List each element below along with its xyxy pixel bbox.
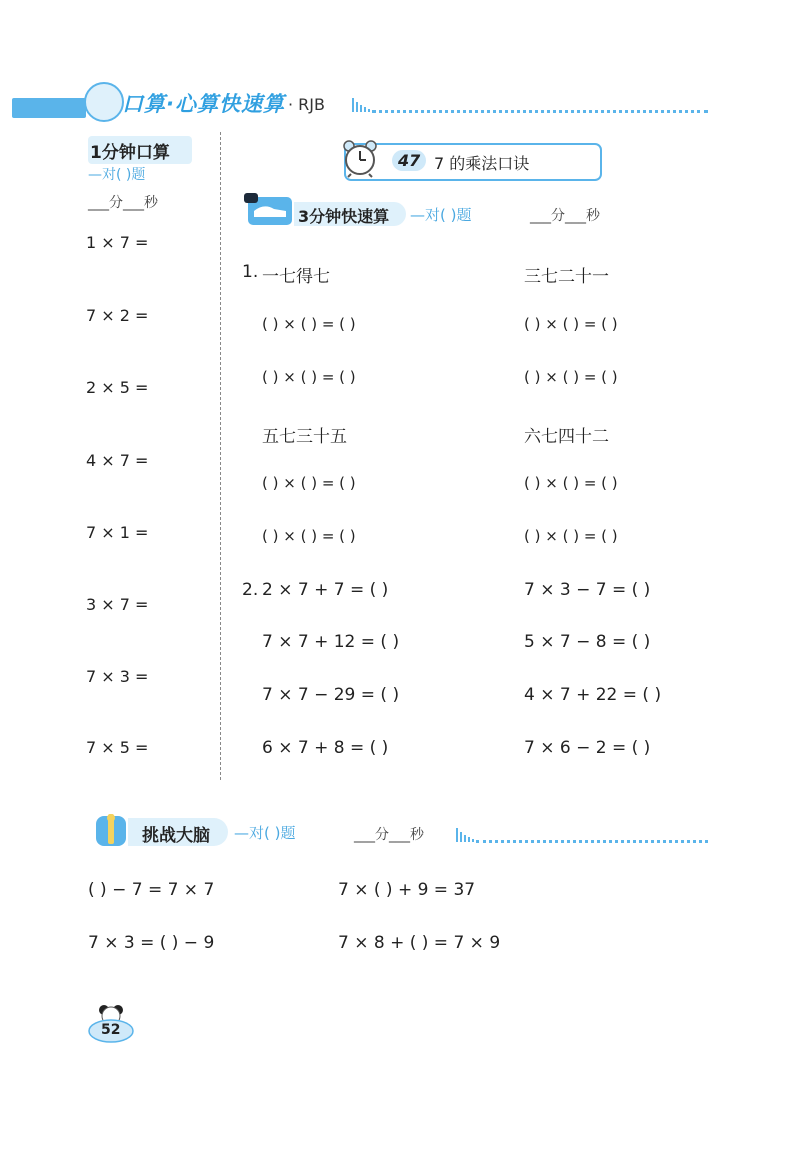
challenge-title: 挑战大脑 [142,826,210,846]
oral-question: 7 × 5 = [86,738,149,757]
blank-equation[interactable]: ( ) × ( ) = ( ) [524,527,618,545]
arithmetic-question[interactable]: 2 × 7 + 7 = ( ) [262,580,389,600]
arithmetic-question[interactable]: 5 × 7 − 8 = ( ) [524,632,651,652]
arithmetic-question[interactable]: 4 × 7 + 22 = ( ) [524,685,662,705]
multiplication-rhyme: 一七得七 [262,267,330,287]
alarm-clock-icon [340,138,380,178]
multiplication-rhyme: 五七三十五 [262,427,347,447]
challenge-question[interactable]: ( ) − 7 = 7 × 7 [88,880,215,900]
challenge-time: ___分___秒 [354,827,424,843]
one-minute-time: ___分___秒 [88,195,158,211]
one-minute-title: 1分钟口算 [90,143,170,163]
oral-question: 7 × 2 = [86,306,149,325]
blank-equation[interactable]: ( ) × ( ) = ( ) [262,474,356,492]
blank-equation[interactable]: ( ) × ( ) = ( ) [524,474,618,492]
giraffe-icon [94,812,128,848]
question-number: 1. [242,262,259,282]
blank-equation[interactable]: ( ) × ( ) = ( ) [524,368,618,386]
page-number: 52 [101,1022,121,1038]
section-title: 3分钟快速算 [298,207,390,226]
challenge-correct-count: —对( )题 [234,824,296,842]
column-divider [220,132,221,780]
signal-bars-icon [352,96,370,112]
challenge-question[interactable]: 7 × 3 = ( ) − 9 [88,933,215,953]
arithmetic-question[interactable]: 7 × 7 − 29 = ( ) [262,685,400,705]
book-title: 口算·心算快速算 [122,92,285,116]
mascot-logo-icon [84,82,124,122]
blank-equation[interactable]: ( ) × ( ) = ( ) [262,527,356,545]
lesson-number: 47 [392,150,426,171]
header-accent-bar [12,98,86,118]
arithmetic-question[interactable]: 6 × 7 + 8 = ( ) [262,738,389,758]
challenge-question[interactable]: 7 × ( ) + 9 = 37 [338,880,476,900]
book-edition: · RJB [288,95,325,114]
question-number: 2. [242,580,259,600]
challenge-question[interactable]: 7 × 8 + ( ) = 7 × 9 [338,933,501,953]
arithmetic-question[interactable]: 7 × 6 − 2 = ( ) [524,738,651,758]
arithmetic-question[interactable]: 7 × 3 − 7 = ( ) [524,580,651,600]
multiplication-rhyme: 六七四十二 [524,427,609,447]
oral-question: 4 × 7 = [86,451,149,470]
section-time: ___分___秒 [530,208,600,224]
blank-equation[interactable]: ( ) × ( ) = ( ) [262,368,356,386]
oral-question: 3 × 7 = [86,595,149,614]
oral-question: 2 × 5 = [86,378,149,397]
oral-question: 7 × 3 = [86,667,149,686]
oral-question: 7 × 1 = [86,523,149,542]
blank-equation[interactable]: ( ) × ( ) = ( ) [262,315,356,333]
section-shoe-icon [244,193,294,227]
lesson-title: 7 的乘法口诀 [434,154,530,173]
one-minute-correct-count: —对( )题 [88,167,146,183]
multiplication-rhyme: 三七二十一 [524,267,609,287]
section-correct-count: —对( )题 [410,206,472,224]
oral-question: 1 × 7 = [86,233,149,252]
blank-equation[interactable]: ( ) × ( ) = ( ) [524,315,618,333]
arithmetic-question[interactable]: 7 × 7 + 12 = ( ) [262,632,400,652]
signal-bars-icon [456,826,474,842]
challenge-dotted-line [476,840,708,843]
header-dotted-line [372,110,708,113]
